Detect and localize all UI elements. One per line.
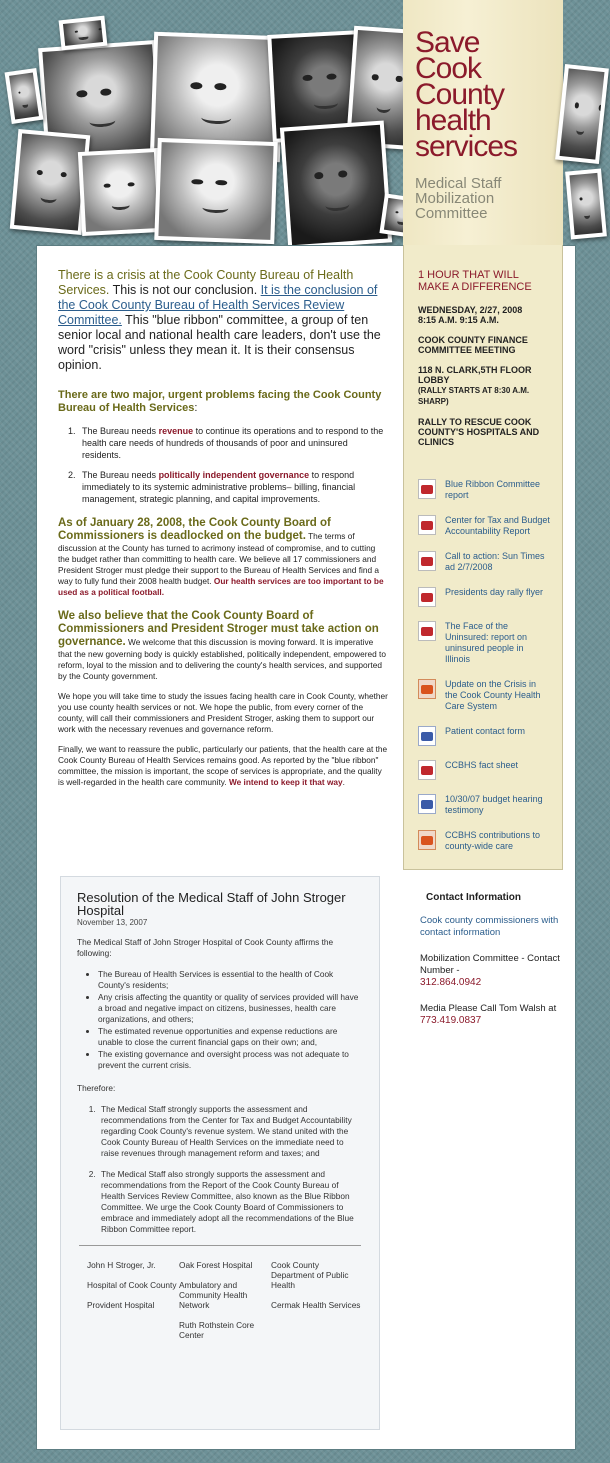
governance-paragraph (58, 610, 388, 682)
lead-paragraph (58, 268, 388, 373)
list-item: • Any crisis affecting the quantity or quality of services provided will have a broad and negative impact on citizens, businesses, health care organizations, and others; (98, 992, 363, 1025)
hospital-name: Hospital of Cook County (87, 1280, 177, 1290)
resource-link[interactable] (418, 760, 550, 780)
event-rally-note: (RALLY STARTS AT 8:30 A.M. SHARP) (418, 386, 530, 406)
deadlock-heading: As of January 28, 2008, the Cook County Board of Commissioners is deadlocked on the budget. (58, 517, 331, 542)
finally-emphasis: We intend to keep it that way (228, 777, 343, 787)
resolution-therefore: Therefore: (77, 1083, 116, 1093)
pdf-icon[interactable] (418, 479, 436, 499)
site-title-line: health (415, 104, 491, 137)
hope-paragraph: We hope you will take time to study the issues facing health care in Cook County, whether you use county health services or not. We hope the public, from every corner of the county, will call their commissioners and President Stroger, asking them to support our work with the necessary revenues and governance reform. (58, 691, 388, 734)
resource-link[interactable] (418, 515, 550, 537)
site-subtitle-line: Medical Staff (415, 175, 502, 192)
finally-paragraph (58, 744, 388, 788)
resource-link-label[interactable]: Patient contact form (445, 726, 526, 736)
list-item (78, 469, 388, 505)
resource-link-label[interactable]: CCBHS contributions to county-wide care (445, 830, 541, 851)
media-contact (420, 1003, 560, 1027)
event-datetime (418, 305, 550, 325)
deadlock-body: The terms of discussion at the County has turned to acrimony instead of compromise, and to cutting the budget rather than committing to health care. We believe all 17 commissioners and President Stroger must pledge their support to the Bureau of Health Services and find a way to fully fund their 2008 health budget. (58, 531, 379, 586)
contact-info (420, 892, 560, 1027)
finally-end: . (342, 777, 345, 787)
lead-text: This is not our conclusion. (109, 283, 261, 297)
site-title-line: County (415, 78, 505, 111)
resolution-box (60, 876, 380, 1430)
list-item: • The existing governance and oversight process was not adequate to prevent the current crisis. (98, 1049, 363, 1071)
pdf-icon[interactable] (418, 551, 436, 571)
site-title-line: Cook (415, 52, 482, 85)
hospital-name: Ambulatory and Community Health Network (179, 1280, 248, 1310)
resource-link-label[interactable]: The Face of the Uninsured: report on uninsured people in Illinois (445, 621, 528, 664)
resource-link[interactable] (418, 830, 550, 852)
divider (79, 1245, 361, 1246)
event-date: WEDNESDAY, 2/27, 2008 (418, 305, 523, 315)
resource-link[interactable] (418, 551, 550, 573)
resource-link[interactable] (418, 726, 550, 746)
governance-heading: We also believe that the Cook County Board of Commissioners and President Stroger must take action on governance. (58, 610, 379, 648)
pdf-icon[interactable] (418, 760, 436, 780)
problems-heading-colon: : (194, 402, 198, 414)
resolution-points (98, 1104, 363, 1235)
event-meeting: COOK COUNTY FINANCE COMMITTEE MEETING (418, 335, 528, 355)
review-committee-link[interactable]: It is the conclusion of the Cook County Bureau of Health Services Review Committee. (58, 283, 378, 327)
hospital-name: John H Stroger, Jr. (87, 1260, 156, 1270)
photo-collage (0, 0, 405, 246)
hospital-list (77, 1260, 363, 1350)
list-item: • The estimated revenue opportunities and expense reductions are unable to close the current financial gaps on their own; and, (98, 1026, 363, 1048)
resolution-title: Resolution of the Medical Staff of John Stroger Hospital (77, 890, 346, 918)
pdf-icon[interactable] (418, 587, 436, 607)
list-item (78, 425, 388, 461)
resource-link[interactable] (418, 679, 550, 712)
mobilization-phone: 312.864.0942 (420, 977, 482, 988)
hospital-name: Ruth Rothstein Core Center (179, 1320, 255, 1340)
problems-heading-text: There are two major, urgent problems facing the Cook County Bureau of Health Services (58, 389, 382, 414)
site-title-line: services (415, 130, 518, 163)
lead-text: This "blue ribbon" committee, a group of ten senior local and national health care leaders, don't use the word "crisis" unless they mean it. It is their consensus opinion. (58, 313, 381, 372)
hospital-name: Cermak Health Services (271, 1300, 361, 1310)
pdf-icon[interactable] (418, 515, 436, 535)
resolution-intro: The Medical Staff of John Stroger Hospital of Cook County affirms the following: (77, 937, 334, 958)
ppt-icon[interactable] (418, 679, 436, 699)
site-title (415, 26, 563, 163)
mobilization-contact (420, 953, 560, 989)
photo-mother (10, 129, 90, 235)
list-item: 2. The Medical Staff also strongly supports the assessment and recommendations from the Report of the Cook County Bureau of Health Services Review Committee, also known as the Blue Ribbon Committee. We urge the Cook County Board of Commissioners to embrace and immediately adopt all the recommendations of the Blue Ribbon Committee report. (98, 1169, 363, 1235)
photo-small-3 (5, 68, 44, 124)
photo-baby-1 (78, 148, 162, 236)
lead-crisis-text: There is a crisis at the Cook County Bureau of Health Services. (58, 268, 354, 297)
resource-links (418, 479, 550, 852)
ppt-icon[interactable] (418, 830, 436, 850)
problem-text: to respond immediately to its systemic administrative problems– billing, financial management, strategic planning, and capital improvements. (82, 470, 356, 504)
resource-link-label[interactable]: Update on the Crisis in the Cook County Health Care System (445, 679, 541, 711)
resource-link[interactable] (418, 794, 550, 816)
header-banner (403, 0, 563, 246)
resource-link-label[interactable]: Call to action: Sun Times ad 2/7/2008 (445, 551, 545, 572)
resource-link-label[interactable]: Blue Ribbon Committee report (445, 479, 541, 500)
photo-right-edge-2 (565, 169, 607, 240)
commissioners-contact-link[interactable]: Cook county commissioners with contact information (420, 915, 559, 938)
resource-link[interactable] (418, 587, 550, 607)
media-label: Media Please Call Tom Walsh at (420, 1003, 557, 1014)
problem-text: The Bureau needs (82, 470, 159, 480)
resolution-bullets (98, 969, 363, 1071)
resource-link-label[interactable]: Center for Tax and Budget Accountability Report (445, 515, 550, 536)
photo-right-edge-1 (555, 64, 609, 164)
contact-heading: Contact Information (426, 892, 521, 903)
problems-list (78, 425, 388, 505)
site-subtitle (415, 176, 563, 221)
deadlock-paragraph (58, 517, 388, 598)
photo-small-2 (59, 16, 108, 51)
event-location-block (418, 365, 550, 407)
photo-small-1 (379, 193, 405, 238)
finally-body: Finally, we want to reassure the public, particularly our patients, that the health care at the Cook County Bureau of Health Services remains good. As reported by the "blue ribbon" committee, the mission is important, the scope of services is appropriate, and the quality is well-regarded in the health care community. (58, 744, 388, 787)
hospital-column (271, 1260, 363, 1350)
problems-heading (58, 389, 388, 415)
doc-icon[interactable] (418, 794, 436, 814)
problem-keyword: politically independent governance (158, 470, 310, 480)
photo-toddler (280, 121, 392, 246)
hospital-column (179, 1260, 271, 1350)
resource-link-label[interactable]: Presidents day rally flyer (445, 587, 544, 597)
hospital-name: Provident Hospital (87, 1300, 155, 1310)
event-time: 8:15 A.M. 9:15 A.M. (418, 315, 499, 325)
hospital-column (87, 1260, 179, 1350)
resolution-date: November 13, 2007 (77, 918, 148, 927)
problem-text: The Bureau needs (82, 426, 159, 436)
problem-text: to continue its operations and to respond to the health care needs of hundreds of thousands of poor and uninsured residents. (82, 426, 384, 460)
resource-link-label[interactable]: 10/30/07 budget hearing testimony (445, 794, 543, 815)
site-title-line: Save (415, 26, 480, 59)
event-heading: 1 HOUR THAT WILL MAKE A DIFFERENCE (418, 269, 532, 293)
main-article (58, 268, 388, 788)
site-subtitle-line: Committee (415, 205, 488, 222)
doc-icon[interactable] (418, 726, 436, 746)
list-item: 1. The Medical Staff strongly supports the assessment and recommendations from the Center for Tax and Budget Accountability regarding Cook County's revenue system. We stand united with the Cook County Bureau of Health Services on the immediate need to raise revenues through management reform and taxes; and (98, 1104, 363, 1159)
resource-link-label[interactable]: CCBHS fact sheet (445, 760, 519, 770)
resource-link[interactable] (418, 479, 550, 501)
site-subtitle-line: Mobilization (415, 190, 495, 207)
hospital-name: Oak Forest Hospital (179, 1260, 253, 1270)
sidebar (403, 245, 563, 870)
deadlock-emphasis: Our health services are too important to be used as a political football. (58, 576, 384, 597)
mobilization-label: Mobilization Committee - Contact Number - (420, 953, 560, 976)
photo-smiling-baby (154, 138, 277, 244)
problem-keyword: revenue (158, 426, 194, 436)
pdf-icon[interactable] (418, 621, 436, 641)
hospital-name: Cook County Department of Public Health (271, 1260, 349, 1290)
governance-body: We welcome that this discussion is moving forward. It is imperative that the new governing body is quickly established, politically independent, empowered to reform, loyal to the mission and to delivering the county's health services, and supported by the County government. (58, 637, 386, 681)
event-location: 118 N. CLARK,5TH FLOOR LOBBY (418, 365, 532, 385)
media-phone: 773.419.0837 (420, 1015, 482, 1026)
list-item: • The Bureau of Health Services is essential to the health of Cook County's residents; (98, 969, 363, 991)
resource-link[interactable] (418, 621, 550, 665)
event-rally: RALLY TO RESCUE COOK COUNTY'S HOSPITALS AND CLINICS (418, 417, 540, 447)
